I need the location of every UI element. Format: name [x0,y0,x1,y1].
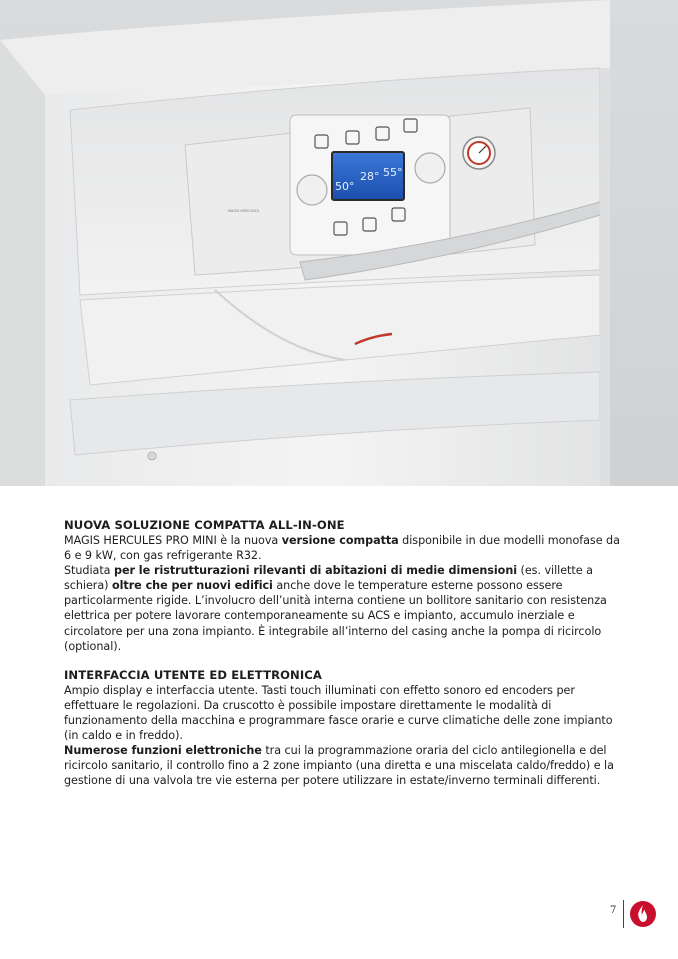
display-center-value: 28° [360,170,380,183]
text-run: Studiata [64,564,114,578]
svg-text:MAGIS HERCULES: MAGIS HERCULES [228,209,259,213]
paragraph [64,533,624,563]
bold-text: per le ristrutturazioni rilevanti di abitazioni di medie dimensioni [114,564,518,578]
text-run: tra cui la programmazione oraria del ciclo antilegionella e del ricircolo sanitario, il controllo fino a 2 zone impianto (una diretta e una miscelata caldo/freddo) e la gestione di una valvola tre vie esterna per potere utilizzare in estate/inverno terminali differenti. [64,744,614,788]
display-left-value: 50° [335,180,355,193]
display-right-value: 55° [383,166,403,179]
bold-text: oltre che per nuovi edifici [112,579,273,593]
text-run: MAGIS HERCULES PRO MINI è la nuova [64,534,282,547]
text-run: anche dove le temperature esterne possono essere particolarmente rigide. L’involucro dell’unità interna contiene un bollitore sanitario con resistenza elettrica per potere lavorare contemporaneamente su ACS e impianto, accumulo inerziale e circolatore per una zona impianto. È integrabile all’interno del casing anche la pompa di ricircolo (optional). [64,579,607,653]
section-user-interface [64,668,624,789]
text-run: disponibile in due modelli monofase da 6 e 9 kW, con gas refrigerante R32. [64,534,620,563]
bold-text: versione compatta [281,534,399,547]
section-title: INTERFACCIA UTENTE ED ELETTRONICA [64,667,322,682]
text-run: (es. villette a schiera) [64,564,593,593]
section-compact-solution [64,518,624,654]
footer-divider [623,900,624,928]
flame-logo-icon [629,900,657,928]
right-encoder-knob[interactable] [415,153,445,183]
paragraph [64,563,624,654]
section-title: NUOVA SOLUZIONE COMPATTA ALL-IN-ONE [64,518,345,532]
paragraph [64,683,624,743]
paragraph [64,743,624,788]
text-content [64,518,624,802]
text-run: Ampio display e interfaccia utente. Tasti touch illuminati con effetto sonoro ed encoders per effettuare le regolazioni. Da cruscotto è possibile impostare direttamente le modalità di funzionamento della macchina e programmare fasce orarie e curve climatiche delle zone impianto (in caldo e in freddo). [64,683,613,743]
bold-text: Numerose funzioni elettroniche [64,744,262,758]
left-encoder-knob[interactable] [297,175,327,205]
page-number: 7 [610,905,617,916]
